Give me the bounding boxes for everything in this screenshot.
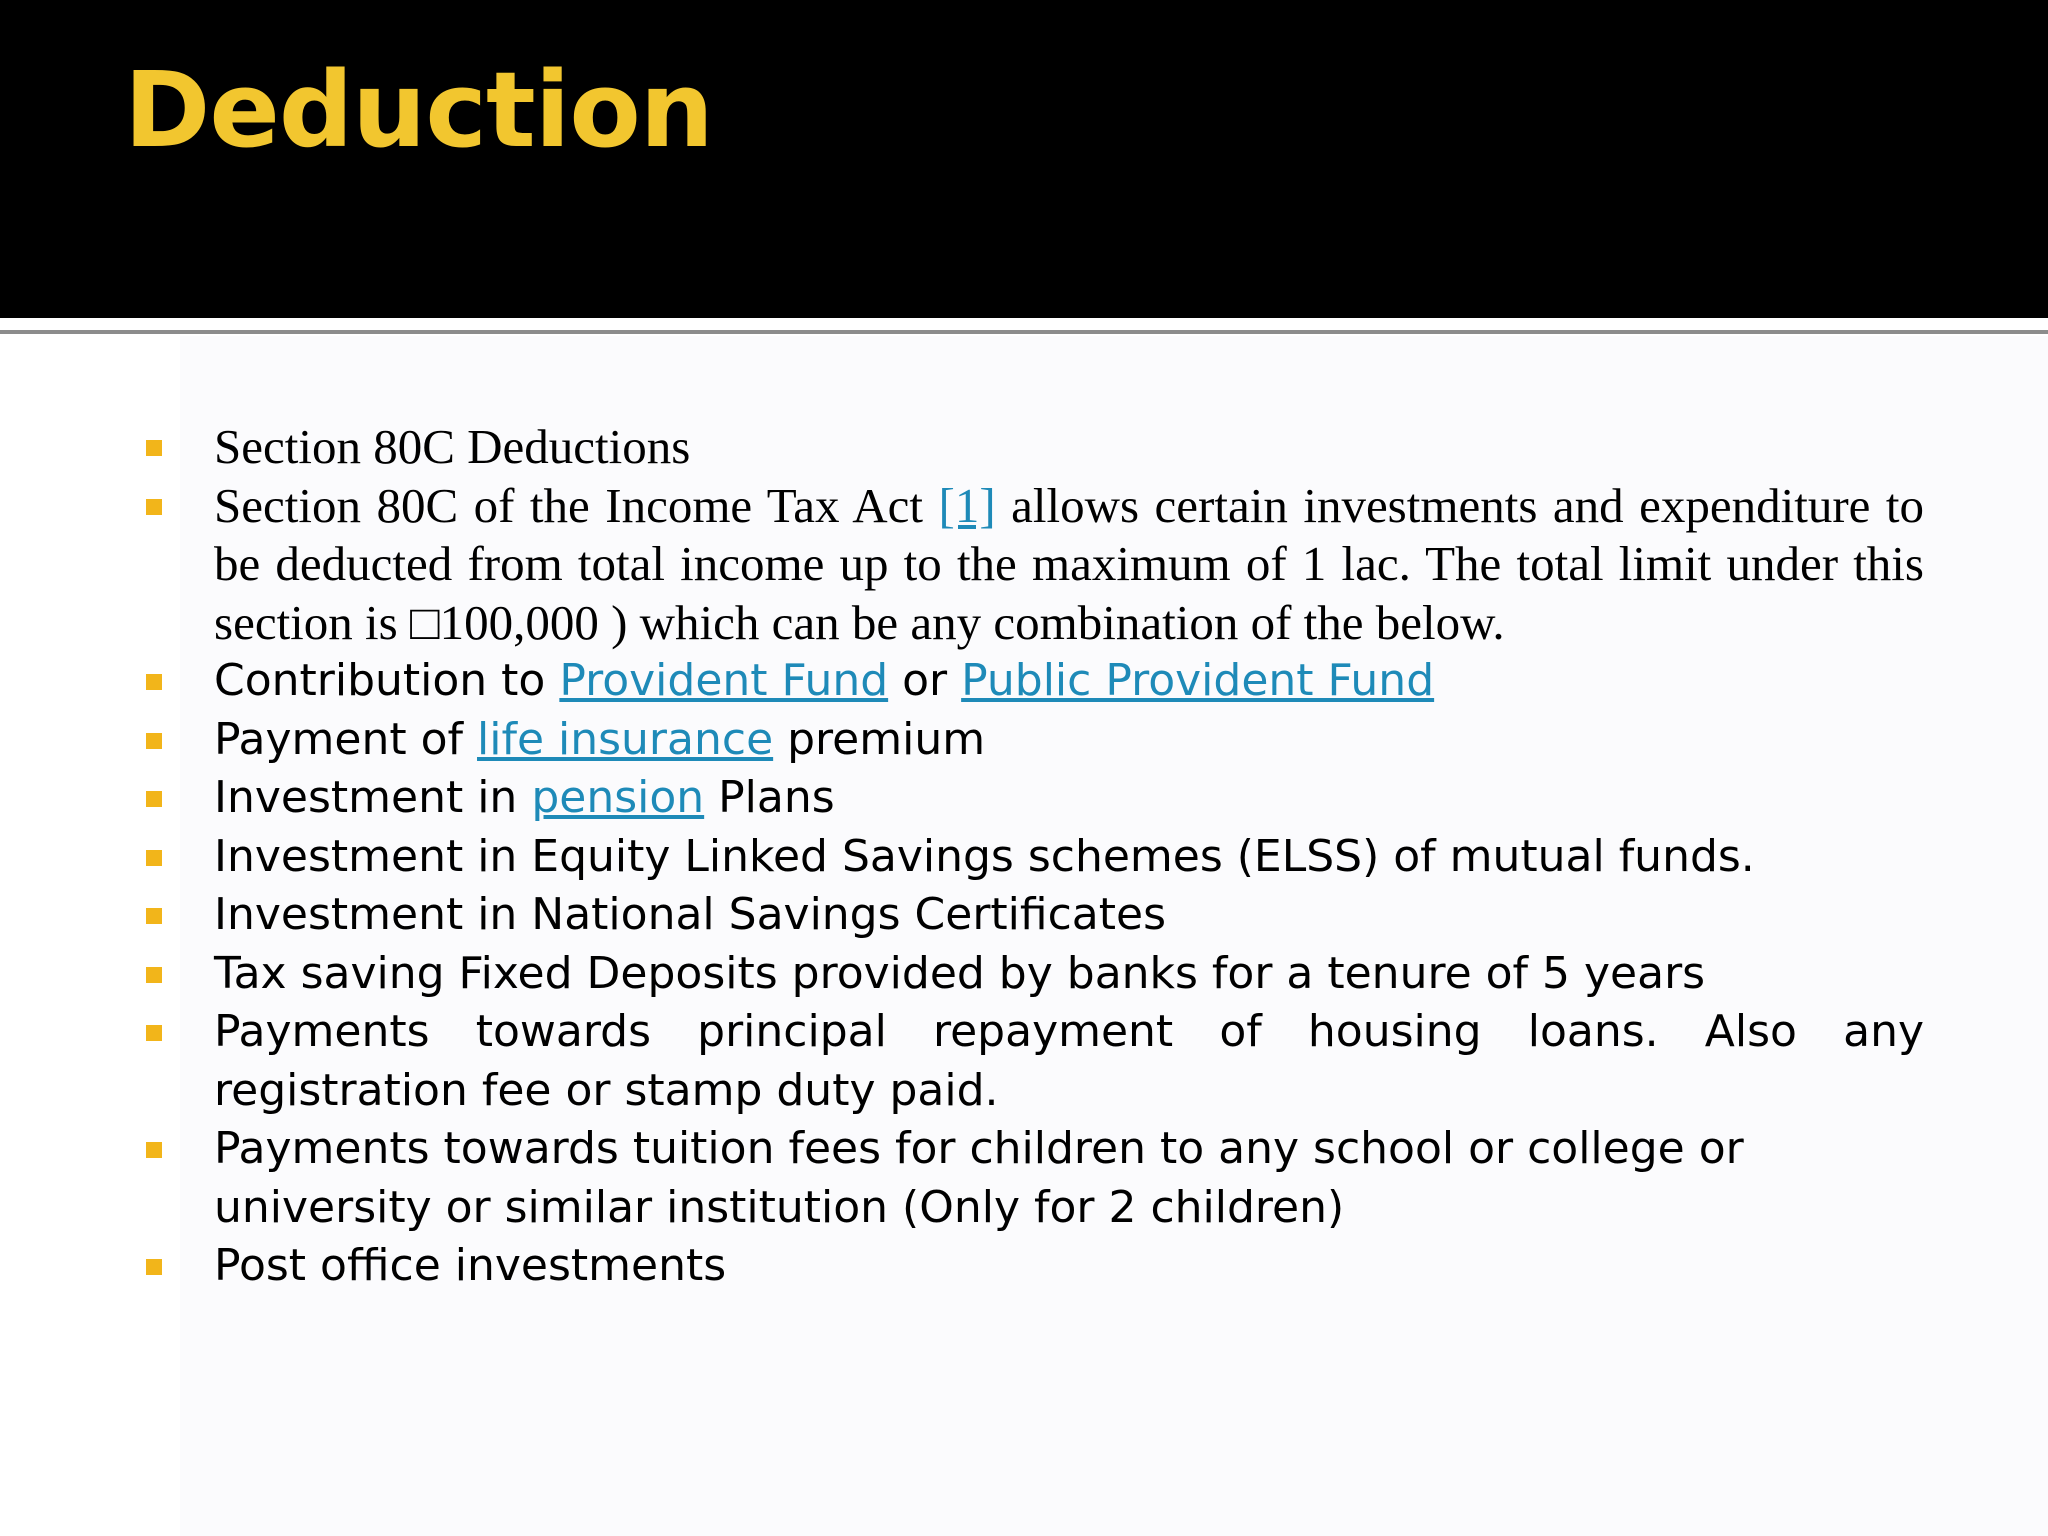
item-text: Contribution to <box>214 655 560 706</box>
life-insurance-link[interactable]: life insurance <box>477 713 774 765</box>
square-bullet-icon <box>146 967 162 983</box>
list-item <box>140 769 1924 828</box>
square-bullet-icon <box>146 1142 162 1158</box>
square-bullet-icon <box>146 499 162 515</box>
list-item <box>140 1120 1924 1237</box>
title-divider <box>0 318 2048 326</box>
item-text: Investment in <box>214 772 532 823</box>
pension-link[interactable]: pension <box>531 772 705 823</box>
slide-title: Deduction <box>124 49 713 171</box>
square-bullet-icon <box>146 1259 162 1275</box>
item-text: Section 80C of the Income Tax Act <box>214 477 939 533</box>
item-text: Investment in National Savings Certificates <box>214 889 1166 940</box>
item-text: or <box>888 655 962 706</box>
square-bullet-icon <box>146 791 162 807</box>
list-item <box>140 652 1924 711</box>
item-text: Section 80C Deductions <box>214 419 691 474</box>
list-item <box>140 828 1924 887</box>
item-text: premium <box>773 713 986 765</box>
title-divider-line <box>0 330 2048 334</box>
list-item <box>140 418 1924 477</box>
square-bullet-icon <box>146 440 162 456</box>
public-provident-fund-link[interactable]: Public Provident Fund <box>961 655 1435 706</box>
square-bullet-icon <box>146 674 162 690</box>
list-item <box>140 711 1924 770</box>
item-text: Investment in Equity Linked Savings schemes (ELSS) of mutual funds. <box>214 830 1755 882</box>
square-bullet-icon <box>146 850 162 866</box>
item-text: Payments towards tuition fees for children to any school or college or university or similar institution (Only for 2 children) <box>214 1123 1744 1233</box>
item-text: Post office investments <box>214 1240 727 1291</box>
square-bullet-icon <box>146 1025 162 1041</box>
list-item <box>140 477 1924 653</box>
item-text: Payments towards principal repayment of housing loans. Also any registration fee or stamp duty paid. <box>214 1006 1924 1116</box>
item-text: Tax saving Fixed Deposits provided by banks for a tenure of 5 years <box>214 947 1706 999</box>
item-text: Payment of <box>214 713 478 765</box>
list-item <box>140 1237 1924 1296</box>
list-item <box>140 886 1924 945</box>
bullet-list <box>140 418 1924 1296</box>
list-item <box>140 1003 1924 1120</box>
item-text: Plans <box>704 772 835 823</box>
item-text: allows certain investments and expenditure to be deducted from total income up to the maximum of 1 lac. The total limit under this section is □100,000 ) which can be any combination of the below. <box>214 477 1924 650</box>
reference-link[interactable]: [1] <box>938 477 996 533</box>
square-bullet-icon <box>146 908 162 924</box>
list-item <box>140 945 1924 1004</box>
square-bullet-icon <box>146 733 162 749</box>
provident-fund-link[interactable]: Provident Fund <box>559 655 889 706</box>
title-band <box>0 0 2048 318</box>
